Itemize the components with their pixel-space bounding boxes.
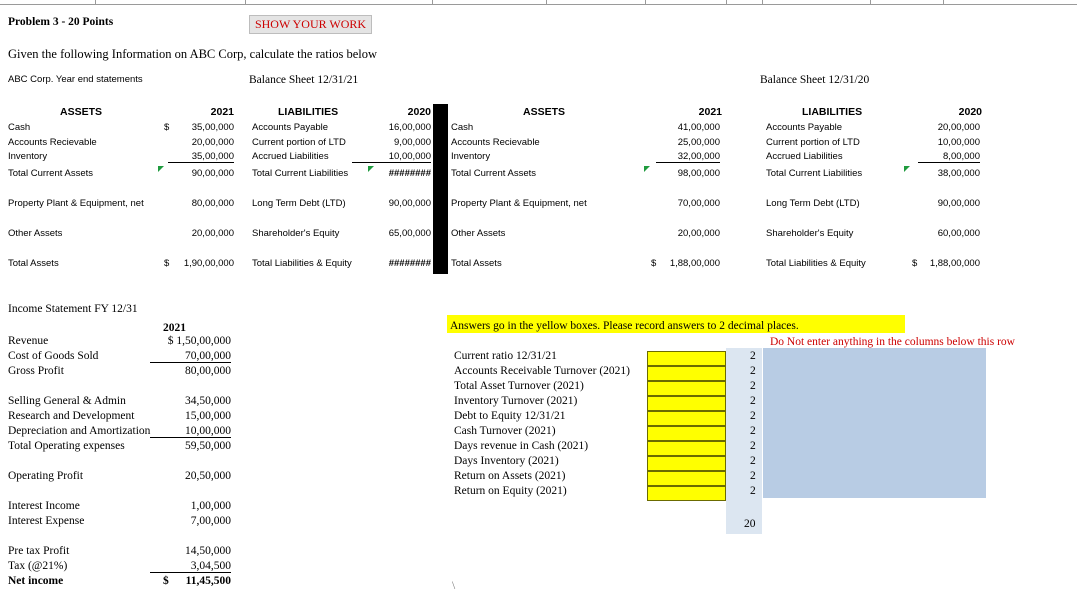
error-indicator-icon	[368, 166, 374, 172]
ratio-label: Current ratio 12/31/21	[454, 350, 557, 362]
ratio-label: Cash Turnover (2021)	[454, 425, 556, 437]
income-label: Cost of Goods Sold	[8, 350, 99, 362]
locked-area	[763, 348, 986, 498]
income-value[interactable]: 10,00,000	[150, 425, 231, 438]
income-value[interactable]: 14,50,000	[185, 545, 231, 557]
ratio-label: Inventory Turnover (2021)	[454, 395, 578, 407]
spreadsheet-top-border	[0, 0, 1077, 5]
dollar-sign: $	[163, 575, 169, 587]
asset-label: Total Current Assets	[8, 168, 94, 179]
asset-value-2020[interactable]: 70,00,000	[677, 198, 720, 209]
asset-label: Property Plant & Equipment, net	[8, 198, 144, 209]
liability-label: Total Liabilities & Equity	[252, 258, 352, 269]
asset-label: Total Assets	[8, 258, 59, 269]
income-statement-title: Income Statement FY 12/31	[8, 303, 138, 315]
income-label: Net income	[8, 575, 64, 587]
ratio-label: Days revenue in Cash (2021)	[454, 440, 589, 452]
liabilities-year-heading: 2020	[407, 106, 431, 118]
assets-heading: ASSETS	[60, 106, 103, 118]
assets-year-heading: 2021	[210, 106, 234, 118]
asset-label-2020: Accounts Recievable	[451, 137, 540, 148]
income-value[interactable]: 20,50,000	[185, 470, 231, 482]
dollar-sign: $	[651, 258, 657, 269]
income-value[interactable]: 80,00,000	[185, 365, 231, 377]
ratio-points: 2	[750, 455, 756, 467]
asset-value[interactable]: 1,90,00,000	[183, 258, 234, 269]
ratio-label: Total Asset Turnover (2021)	[454, 380, 584, 392]
ratio-label: Days Inventory (2021)	[454, 455, 559, 467]
liability-label-2020: Total Liabilities & Equity	[766, 258, 866, 269]
liability-label-2020: Accrued Liabilities	[766, 151, 843, 162]
do-not-enter-warning: Do Not enter anything in the columns below this row	[770, 336, 1015, 348]
ratio-points: 2	[750, 365, 756, 377]
liability-value-2020[interactable]: 60,00,000	[937, 228, 980, 239]
dollar-sign: $	[912, 258, 918, 269]
income-label: Research and Development	[8, 410, 135, 422]
income-label: Gross Profit	[8, 365, 64, 377]
income-label: Total Operating expenses	[8, 440, 125, 452]
ratio-points: 2	[750, 470, 756, 482]
dollar-sign: $	[164, 258, 170, 269]
asset-value-2020[interactable]: 25,00,000	[677, 137, 720, 148]
asset-value[interactable]: 35,00,000	[168, 151, 234, 163]
income-label: Interest Expense	[8, 515, 85, 527]
liability-value-2020[interactable]: 1,88,00,000	[929, 258, 980, 269]
liability-label: Accrued Liabilities	[252, 151, 329, 162]
company-label: ABC Corp. Year end statements	[8, 74, 143, 85]
income-label: Pre tax Profit	[8, 545, 70, 557]
answer-input[interactable]	[647, 411, 726, 426]
show-work-cell[interactable]: SHOW YOUR WORK	[249, 15, 372, 34]
income-value[interactable]: 11,45,500	[185, 575, 231, 587]
column-tick	[726, 0, 727, 4]
liability-value-2020[interactable]: 38,00,000	[937, 168, 980, 179]
asset-label-2020: Total Current Assets	[451, 168, 537, 179]
liabilities-year-heading-2020: 2020	[958, 106, 982, 118]
assets-heading-2020: ASSETS	[523, 106, 566, 118]
income-value[interactable]: 3,04,500	[150, 560, 231, 573]
liabilities-heading-2020: LIABILITIES	[802, 106, 863, 118]
income-value[interactable]: 70,00,000	[150, 350, 231, 363]
liability-label-2020: Accounts Payable	[766, 122, 843, 133]
answer-input[interactable]	[647, 441, 726, 456]
income-value[interactable]: 1,00,000	[190, 500, 231, 512]
liability-value-2020[interactable]: 8,00,000	[918, 151, 980, 163]
asset-value[interactable]: 20,00,000	[191, 228, 234, 239]
liability-label-2020: Current portion of LTD	[766, 137, 860, 148]
ratio-points: 2	[750, 485, 756, 497]
income-value[interactable]: 34,50,000	[185, 395, 231, 407]
liability-label: Total Current Liabilities	[252, 168, 349, 179]
asset-value-2020[interactable]: 20,00,000	[677, 228, 720, 239]
liability-value[interactable]: 9,00,000	[394, 137, 431, 148]
liability-label-2020: Total Current Liabilities	[766, 168, 863, 179]
asset-label-2020: Inventory	[451, 151, 491, 162]
income-value[interactable]: 59,50,000	[185, 440, 231, 452]
column-tick	[245, 0, 246, 4]
answer-input[interactable]	[647, 486, 726, 501]
instructions-text: Given the following Information on ABC Corp, calculate the ratios below	[8, 47, 378, 61]
income-label: Operating Profit	[8, 470, 84, 482]
liability-label: Shareholder's Equity	[252, 228, 340, 239]
column-tick	[432, 0, 433, 4]
ratio-label: Return on Assets (2021)	[454, 470, 566, 482]
asset-value[interactable]: 80,00,000	[191, 198, 234, 209]
cursor-mark: \	[452, 580, 456, 592]
asset-value[interactable]: 90,00,000	[191, 168, 234, 179]
ratio-label: Debt to Equity 12/31/21	[454, 410, 566, 422]
liability-label-2020: Shareholder's Equity	[766, 228, 854, 239]
points-column	[726, 348, 762, 534]
answers-banner: Answers go in the yellow boxes. Please record answers to 2 decimal places.	[450, 320, 799, 332]
problem-title: Problem 3 - 20 Points	[8, 16, 114, 28]
column-tick	[943, 0, 944, 4]
liabilities-heading: LIABILITIES	[278, 106, 339, 118]
liability-value[interactable]: 10,00,000	[352, 151, 431, 163]
answer-input[interactable]	[647, 471, 726, 486]
error-indicator-icon	[158, 166, 164, 172]
asset-label: Cash	[8, 122, 31, 133]
asset-label-2020: Total Assets	[451, 258, 502, 269]
ratio-label: Return on Equity (2021)	[454, 485, 567, 497]
dollar-sign: $	[164, 122, 170, 133]
liability-value[interactable]: 16,00,000	[388, 122, 431, 133]
ratio-label: Accounts Receivable Turnover (2021)	[454, 365, 630, 377]
liability-value[interactable]: ########	[388, 168, 431, 179]
liability-label-2020: Long Term Debt (LTD)	[766, 198, 860, 209]
income-label: Selling General & Admin	[8, 395, 126, 407]
liability-value-2020[interactable]: 90,00,000	[937, 198, 980, 209]
answer-input[interactable]	[647, 366, 726, 381]
column-tick	[645, 0, 646, 4]
liability-label: Long Term Debt (LTD)	[252, 198, 346, 209]
asset-value-2020[interactable]: 98,00,000	[677, 168, 720, 179]
answer-input[interactable]	[647, 456, 726, 471]
ratio-points: 2	[750, 395, 756, 407]
liability-value-2020[interactable]: 10,00,000	[937, 137, 980, 148]
income-year: 2021	[163, 322, 186, 334]
liability-value[interactable]: 90,00,000	[388, 198, 431, 209]
income-value[interactable]: $ 1,50,00,000	[167, 335, 231, 347]
column-tick	[95, 0, 96, 4]
asset-label: Accounts Recievable	[8, 137, 97, 148]
asset-value[interactable]: 20,00,000	[191, 137, 234, 148]
error-indicator-icon	[904, 166, 910, 172]
asset-label-2020: Property Plant & Equipment, net	[451, 198, 587, 209]
asset-label: Inventory	[8, 151, 48, 162]
answer-input[interactable]	[647, 426, 726, 441]
income-label: Revenue	[8, 335, 49, 347]
column-tick	[762, 0, 763, 4]
assets-year-heading-2020: 2021	[698, 106, 722, 118]
income-value[interactable]: 7,00,000	[190, 515, 231, 527]
ratio-points: 2	[750, 440, 756, 452]
answer-input[interactable]	[647, 381, 726, 396]
asset-label-2020: Cash	[451, 122, 474, 133]
answer-input[interactable]	[647, 396, 726, 411]
error-indicator-icon	[644, 166, 650, 172]
asset-value-2020[interactable]: 41,00,000	[677, 122, 720, 133]
income-label: Interest Income	[8, 500, 80, 512]
ratio-points: 2	[750, 425, 756, 437]
liability-label: Current portion of LTD	[252, 137, 346, 148]
overflow-column	[433, 104, 448, 274]
balance-sheet-2020-title: Balance Sheet 12/31/20	[760, 74, 870, 86]
ratio-points: 2	[750, 350, 756, 362]
ratio-points: 2	[750, 410, 756, 422]
balance-sheet-2021-title: Balance Sheet 12/31/21	[249, 74, 359, 86]
liability-value[interactable]: ########	[388, 258, 431, 269]
liability-label: Accounts Payable	[252, 122, 329, 133]
income-label: Tax (@21%)	[8, 560, 68, 572]
liability-value-2020[interactable]: 20,00,000	[937, 122, 980, 133]
answer-input[interactable]	[647, 351, 726, 366]
asset-label: Other Assets	[8, 228, 63, 239]
total-points: 20	[744, 518, 756, 530]
asset-label-2020: Other Assets	[451, 228, 506, 239]
income-value[interactable]: 15,00,000	[185, 410, 231, 422]
liability-value[interactable]: 65,00,000	[388, 228, 431, 239]
ratio-points: 2	[750, 380, 756, 392]
asset-value-2020[interactable]: 32,00,000	[656, 151, 720, 163]
column-tick	[870, 0, 871, 4]
asset-value[interactable]: 35,00,000	[191, 122, 234, 133]
income-label: Depreciation and Amortization	[8, 425, 151, 437]
column-tick	[546, 0, 547, 4]
asset-value-2020[interactable]: 1,88,00,000	[669, 258, 720, 269]
